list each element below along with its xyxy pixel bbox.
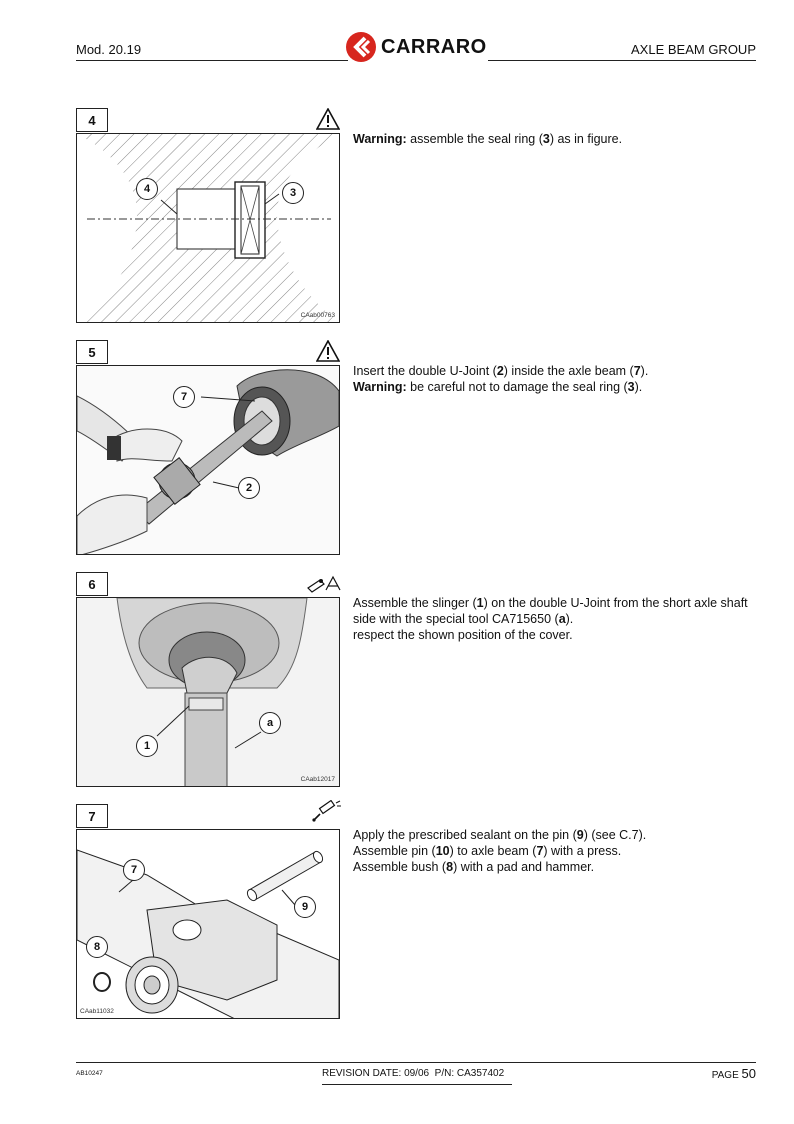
instruction-line: [353, 131, 763, 147]
bold-run: 1: [476, 596, 484, 610]
figure-code: CAab00763: [300, 312, 335, 319]
page-info: [712, 1066, 756, 1081]
step-7-text: [353, 827, 763, 875]
callout-7: 7: [173, 386, 195, 408]
callout-a: a: [259, 712, 281, 734]
step-6-text: [353, 595, 763, 643]
figure-slinger-assembly: [76, 597, 340, 787]
bold-run: 7: [536, 844, 544, 858]
revision-underline: [322, 1084, 512, 1085]
model-number: Mod. 20.19: [76, 42, 142, 57]
warning-triangle-icon: [316, 340, 340, 362]
text-run: ) with a pad and hammer.: [453, 860, 595, 874]
part-number: CA357402: [456, 1068, 505, 1079]
page-label: PAGE: [711, 1070, 739, 1081]
bold-run: 10: [435, 844, 450, 858]
text-run: Assemble the slinger (: [353, 596, 477, 610]
bold-run: 7: [633, 364, 641, 378]
text-run: assemble the seal ring (: [406, 132, 543, 146]
sealant-tube-icon: [310, 800, 342, 824]
text-run: ) on the double U-Joint from the short axle shaft: [483, 596, 748, 610]
figure-seal-ring: [76, 133, 340, 323]
brand-name: CARRARO: [381, 35, 487, 58]
callout-4: 4: [136, 178, 158, 200]
instruction-line: [353, 595, 763, 611]
bold-run: 2: [496, 364, 504, 378]
header-rule-left: [76, 60, 348, 61]
section-title: AXLE BEAM GROUP: [631, 42, 756, 57]
text-run: ) (see C.7).: [583, 828, 647, 842]
bold-run: a: [558, 612, 566, 626]
instruction-line: [353, 843, 763, 859]
callout-7: 7: [123, 859, 145, 881]
text-run: respect the shown position of the cover.: [353, 628, 573, 642]
bold-run: Warning:: [353, 132, 407, 146]
revision-label: REVISION DATE:: [322, 1068, 402, 1079]
instruction-line: [353, 859, 763, 875]
part-number-label: P/N:: [434, 1068, 455, 1079]
brand-logo: [345, 30, 490, 64]
figure-u-joint-insertion: [76, 365, 340, 555]
callout-8: 8: [86, 936, 108, 958]
document-code: AB10247: [76, 1070, 103, 1077]
step-number: 4: [76, 108, 108, 132]
step-4-text: [353, 131, 763, 147]
step-number: 7: [76, 804, 108, 828]
bold-run: 3: [627, 380, 635, 394]
carraro-logo-icon: [345, 31, 377, 63]
text-run: be careful not to damage the seal ring (: [406, 380, 628, 394]
instruction-line: [353, 363, 763, 379]
text-run: ) as in figure.: [549, 132, 623, 146]
text-run: Assemble pin (: [353, 844, 436, 858]
footer-rule: [76, 1062, 756, 1063]
revision-date: 09/06: [404, 1068, 430, 1079]
header-rule-right: [488, 60, 756, 61]
bold-run: 3: [542, 132, 550, 146]
callout-9: 9: [294, 896, 316, 918]
text-run: ) to axle beam (: [449, 844, 537, 858]
callout-2: 2: [238, 477, 260, 499]
text-run: Insert the double U-Joint (: [353, 364, 497, 378]
warning-triangle-icon: [316, 108, 340, 130]
page-number: 50: [741, 1066, 756, 1081]
instruction-line: [353, 379, 763, 395]
bold-run: 8: [446, 860, 454, 874]
step-5-text: [353, 363, 763, 395]
step-number: 6: [76, 572, 108, 596]
instruction-line: [353, 627, 763, 643]
text-run: ).: [565, 612, 574, 626]
text-run: ) with a press.: [543, 844, 622, 858]
text-run: Assemble bush (: [353, 860, 447, 874]
instruction-line: [353, 827, 763, 843]
figure-pin-and-bush-assembly: [76, 829, 340, 1019]
figure-code: CAab12017: [300, 776, 335, 783]
instruction-line: [353, 611, 763, 627]
text-run: ).: [634, 380, 643, 394]
figure-code: CAab11032: [80, 1008, 114, 1015]
text-run: ) inside the axle beam (: [503, 364, 634, 378]
tools-icon: [306, 574, 342, 594]
text-run: Apply the prescribed sealant on the pin (: [353, 828, 577, 842]
step-number: 5: [76, 340, 108, 364]
text-run: ).: [640, 364, 649, 378]
callout-1: 1: [136, 735, 158, 757]
bold-run: 9: [576, 828, 584, 842]
bold-run: Warning:: [353, 380, 407, 394]
text-run: side with the special tool CA715650 (: [353, 612, 559, 626]
revision-info: [322, 1068, 504, 1079]
callout-3: 3: [282, 182, 304, 204]
